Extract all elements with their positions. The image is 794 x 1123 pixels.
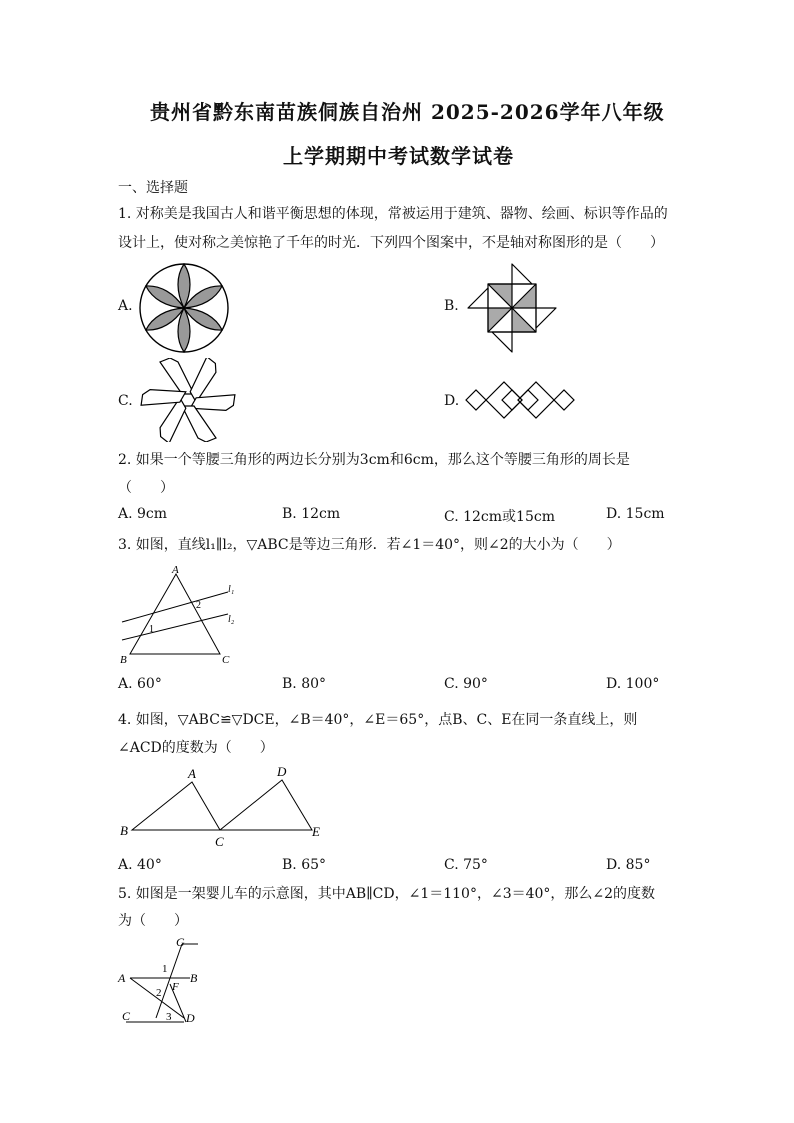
q3-option-a[interactable]: A. 60° xyxy=(118,676,162,692)
q1-figure-b-pinwheel xyxy=(466,262,558,354)
q4-figure-triangles xyxy=(116,762,336,852)
q3-option-d[interactable]: D. 100° xyxy=(606,676,660,692)
q5-figure-stroller xyxy=(116,934,216,1028)
q1-figure-c-star xyxy=(140,358,236,442)
q1-option-d[interactable]: D. xyxy=(444,393,460,409)
q1-stem-line2: 设计上，使对称之美惊艳了千年的时光．下列四个图案中，不是轴对称图形的是（ ） xyxy=(118,235,664,251)
q5-label-angle2: 2 xyxy=(156,987,162,999)
q2-stem-line1: 2. 如果一个等腰三角形的两边长分别为3cm和6cm，那么这个等腰三角形的周长是 xyxy=(118,452,630,468)
q4-stem-line1: 4. 如图，▽ABC≌▽DCE，∠B＝40°，∠E＝65°，点B、C、E在同一条直线上，则 xyxy=(118,712,638,728)
q3-label-l2: l₂ xyxy=(228,614,235,625)
page-title-line2: 上学期期中考试数学试卷 xyxy=(283,144,514,168)
q2-option-a[interactable]: A. 9cm xyxy=(118,506,168,522)
q2-option-b[interactable]: B. 12cm xyxy=(282,506,341,522)
q4-label-e: E xyxy=(312,824,320,839)
q3-label-angle2: 2 xyxy=(196,600,201,611)
q3-label-angle1: 1 xyxy=(149,624,154,635)
q4-label-b: B xyxy=(120,823,128,838)
q5-label-g: G xyxy=(176,935,185,949)
q4-option-d[interactable]: D. 85° xyxy=(606,857,651,873)
q1-figure-a-flower xyxy=(138,262,230,354)
q5-label-angle3: 3 xyxy=(166,1011,172,1023)
q1-option-b[interactable]: B. xyxy=(444,298,459,314)
q5-stem-line2: 为（ ） xyxy=(118,913,188,929)
q5-label-angle1: 1 xyxy=(162,963,168,975)
q1-stem-line1: 1. 对称美是我国古人和谐平衡思想的体现，常被运用于建筑、器物、绘画、标识等作品的 xyxy=(118,206,668,222)
q5-label-f: F xyxy=(172,981,179,993)
q5-label-c: C xyxy=(122,1009,131,1023)
q4-stem-line2: ∠ACD的度数为（ ） xyxy=(118,740,274,756)
q3-stem-line1: 3. 如图，直线l₁∥l₂，▽ABC是等边三角形．若∠1＝40°，则∠2的大小为（ ） xyxy=(118,537,621,553)
page-title-line1: 贵州省黔东南苗族侗族自治州 2025-2026学年八年级 xyxy=(150,100,665,124)
q1-option-c[interactable]: C. xyxy=(118,393,133,409)
q3-label-b: B xyxy=(120,654,127,666)
q5-label-d: D xyxy=(186,1011,195,1025)
q1-figure-d-knot xyxy=(464,378,576,422)
q3-label-l1: l₁ xyxy=(228,584,235,595)
q3-label-c: C xyxy=(222,654,230,666)
q4-label-c: C xyxy=(215,834,224,849)
q4-label-a: A xyxy=(188,766,196,781)
q5-label-a: A xyxy=(118,971,126,985)
q5-stem-line1: 5. 如图是一架婴儿车的示意图，其中AB∥CD，∠1＝110°，∠3＝40°，那么∠2的度数 xyxy=(118,886,656,902)
q3-label-a: A xyxy=(172,564,179,576)
q2-option-c[interactable]: C. 12cm或15cm xyxy=(444,509,555,525)
q4-option-b[interactable]: B. 65° xyxy=(282,857,327,873)
q2-stem-line2: （ ） xyxy=(118,480,174,496)
q5-label-b: B xyxy=(190,971,198,985)
q4-option-a[interactable]: A. 40° xyxy=(118,857,162,873)
q4-option-c[interactable]: C. 75° xyxy=(444,857,488,873)
q4-label-d: D xyxy=(277,764,287,779)
q1-option-a[interactable]: A. xyxy=(118,298,133,314)
q2-option-d[interactable]: D. 15cm xyxy=(606,506,665,522)
q3-option-c[interactable]: C. 90° xyxy=(444,676,488,692)
q3-figure-triangle xyxy=(116,562,246,668)
q3-option-b[interactable]: B. 80° xyxy=(282,676,327,692)
section-label: 一、选择题 xyxy=(118,180,188,196)
